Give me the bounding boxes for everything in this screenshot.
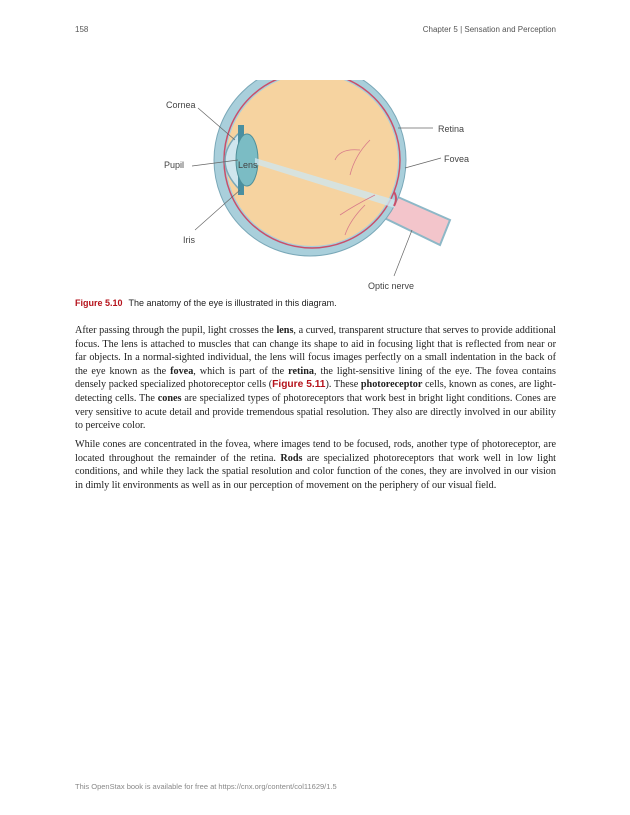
term-retina: retina bbox=[288, 365, 314, 377]
paragraph-2: While cones are concentrated in the fovea, where images tend to be focused, rods, another type of photoreceptor, are located throughout the remainder of the retina. Rods are specialized photoreceptors that work well in low light conditions, and while they lack the spatial resolution and color function of the cones, they are involved in our vision in dimly lit environments as well as in our perception of movement on the periphery of our visual field. bbox=[75, 439, 556, 491]
page-footer: This OpenStax book is available for free at https://cnx.org/content/col11629/1.5 bbox=[75, 782, 337, 791]
page-header bbox=[75, 25, 556, 37]
fovea-leader bbox=[405, 158, 441, 168]
paragraph-1: After passing through the pupil, light crosses the lens, a curved, transparent structure that serves to provide additional focus. The lens is attached to muscles that can change its shape to aid in focusing light that is reflected from near or far objects. In a normal-sighted individual, the lens will focus images perfectly on a small indentation in the back of the eye known as the fovea, which is part of the retina, the light-sensitive lining of the eye. The fovea contains densely packed specialized photoreceptor cells (Figure 5.11). These photoreceptor cells, known as cones, are light-detecting cells. The cones are specialized types of photoreceptors that work best in bright light conditions. Cones are very sensitive to acute detail and provide tremendous spatial resolution. They also are directly involved in our ability to perceive color. bbox=[75, 325, 557, 432]
label-optic-nerve: Optic nerve bbox=[368, 281, 415, 291]
figure-number: Figure 5.10 bbox=[75, 298, 123, 308]
caption-text: The anatomy of the eye is illustrated in this diagram. bbox=[128, 298, 337, 308]
term-cones: cones bbox=[157, 392, 182, 404]
term-photoreceptor: photoreceptor bbox=[360, 379, 423, 391]
optic-nerve-leader bbox=[394, 230, 412, 276]
label-retina: Retina bbox=[438, 124, 465, 134]
label-pupil: Pupil bbox=[164, 160, 185, 170]
term-lens: lens bbox=[276, 325, 294, 336]
label-iris: Iris bbox=[183, 235, 195, 245]
figure-caption bbox=[75, 298, 556, 308]
term-rods: Rods bbox=[280, 452, 303, 464]
figure-link[interactable]: Figure 5.11 bbox=[272, 379, 326, 391]
eye-anatomy-diagram bbox=[150, 80, 480, 300]
page-number: 158 bbox=[75, 25, 89, 34]
term-fovea: fovea bbox=[170, 365, 194, 377]
label-fovea: Fovea bbox=[444, 154, 470, 164]
label-lens: Lens bbox=[238, 160, 258, 170]
chapter-title: Chapter 5 | Sensation and Perception bbox=[422, 25, 556, 34]
label-cornea: Cornea bbox=[166, 100, 196, 110]
